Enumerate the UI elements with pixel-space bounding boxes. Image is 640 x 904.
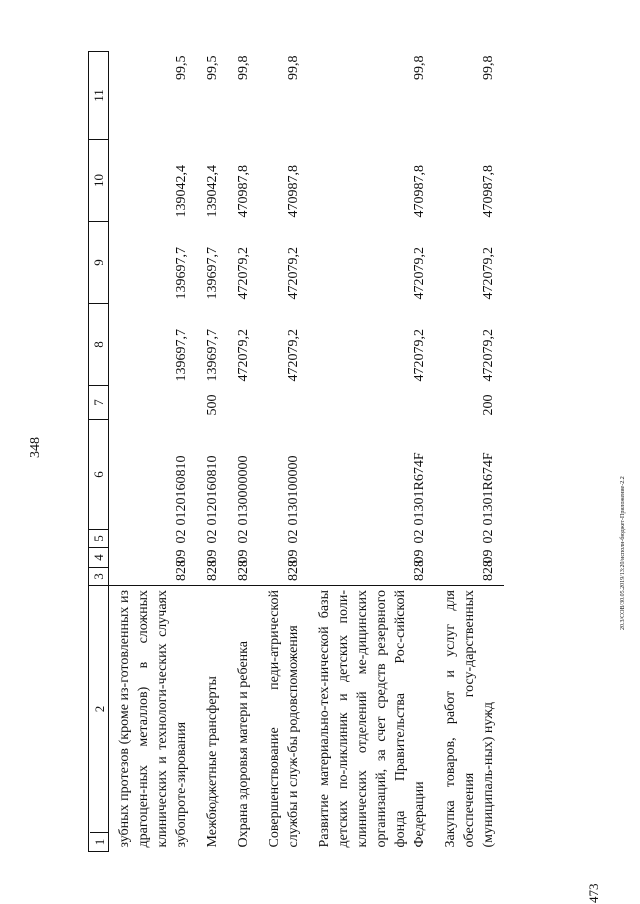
header-cell-2: 2 — [91, 705, 107, 713]
row-name: зубных протезов (кроме из-готовленных из драгоцен-ных металлов) в сложных клинических и технологи-ческих случаях зубопроте-зирования — [109, 586, 198, 852]
table-row — [435, 52, 504, 852]
header-cell-9: 9 — [89, 222, 109, 304]
value-budget-list: 472079,2 — [286, 247, 301, 300]
code-target: 0120160810 — [174, 455, 189, 526]
table-row — [197, 52, 228, 852]
value-executed: 470987,8 — [286, 165, 301, 218]
table-row — [109, 52, 198, 852]
value-approved: 472079,2 — [481, 329, 496, 382]
page-number: 348 — [28, 437, 43, 458]
code-subsection: 02 — [412, 529, 427, 544]
value-budget-list: 139697,7 — [174, 247, 189, 300]
row-name: Развитие материально-тех-нической базы детских по-ликлиник и детских поли-клинических отделений ме-дицинских организаций, за счет средств резервного фонда Правительства Рос-сийской Федерации — [309, 586, 435, 852]
header-cell-7: 7 — [89, 386, 109, 420]
header-cell-11: 11 — [89, 52, 109, 140]
code-subsection: 02 — [236, 529, 251, 544]
code-expense-type: 500 — [205, 394, 220, 416]
code-section: 09 — [236, 549, 251, 564]
value-budget-list: 472079,2 — [236, 247, 251, 300]
code-section: 09 — [481, 549, 496, 564]
value-approved: 472079,2 — [236, 329, 251, 382]
header-row — [89, 52, 109, 852]
row-name: Закупка товаров, работ и услуг для обеспечения госу-дарственных (муниципаль-ных) нужд — [435, 586, 504, 852]
table-body — [109, 52, 505, 852]
value-budget-list: 472079,2 — [481, 247, 496, 300]
code-expense-type — [309, 386, 435, 420]
code-subsection: 02 — [174, 529, 189, 544]
value-percent: 99,8 — [412, 55, 427, 80]
code-subsection: 02 — [286, 529, 301, 544]
header-cell-5: 5 — [89, 530, 109, 548]
code-admin: 828 — [286, 560, 301, 581]
code-expense-type: 200 — [481, 394, 496, 416]
value-approved: 139697,7 — [205, 329, 220, 382]
code-admin: 828 — [412, 560, 427, 581]
value-executed: 470987,8 — [481, 165, 496, 218]
side-page-number: 473 — [586, 883, 601, 903]
code-admin: 828 — [174, 560, 189, 581]
value-percent: 99,8 — [286, 55, 301, 80]
value-approved: 472079,2 — [286, 329, 301, 382]
value-budget-list: 139697,7 — [205, 247, 220, 300]
code-target: 0120160810 — [205, 455, 220, 526]
value-percent: 99,5 — [205, 55, 220, 80]
table-row — [228, 52, 259, 852]
code-target: 0130000000 — [236, 455, 251, 526]
row-name: Межбюджетные трансферты — [197, 586, 228, 852]
header-cell-6: 6 — [89, 420, 109, 530]
code-section: 09 — [412, 549, 427, 564]
budget-table — [88, 51, 504, 852]
code-section: 09 — [174, 549, 189, 564]
header-cell-10: 10 — [89, 140, 109, 222]
value-executed: 139042,4 — [174, 165, 189, 218]
row-name: Охрана здоровья матери и ребенка — [228, 586, 259, 852]
code-target: 01301R674F — [412, 452, 427, 526]
table-row — [259, 52, 309, 852]
value-executed: 470987,8 — [236, 165, 251, 218]
code-expense-type — [228, 386, 259, 420]
value-executed: 470987,8 — [412, 165, 427, 218]
code-target: 0130100000 — [286, 455, 301, 526]
header-cell-1-2 — [89, 586, 109, 852]
code-subsection: 02 — [481, 529, 496, 544]
value-approved: 472079,2 — [412, 329, 427, 382]
row-name: Совершенствование педи-атрической службы и служ-бы родовспоможения — [259, 586, 309, 852]
header-cell-3: 3 — [89, 568, 109, 586]
value-percent: 99,5 — [174, 55, 189, 80]
header-cell-8: 8 — [89, 304, 109, 386]
code-section: 09 — [286, 549, 301, 564]
value-budget-list: 472079,2 — [412, 247, 427, 300]
code-expense-type — [109, 386, 198, 420]
header-cell-1: 1 — [90, 832, 108, 851]
table-row — [309, 52, 435, 852]
code-target: 01301R674F — [481, 452, 496, 526]
code-expense-type — [259, 386, 309, 420]
footer-path: 20.3/СОВ/30.05.2019/13:20/исполн-бюджет-Приложение-2.2 — [620, 476, 626, 630]
code-admin: 828 — [236, 560, 251, 581]
code-section: 09 — [205, 549, 220, 564]
budget-table-sheet — [88, 52, 616, 852]
code-subsection: 02 — [205, 529, 220, 544]
code-admin: 828 — [481, 560, 496, 581]
value-executed: 139042,4 — [205, 165, 220, 218]
value-approved: 139697,7 — [174, 329, 189, 382]
value-percent: 99,8 — [236, 55, 251, 80]
code-admin: 828 — [205, 560, 220, 581]
value-percent: 99,8 — [481, 55, 496, 80]
header-cell-4: 4 — [89, 548, 109, 568]
